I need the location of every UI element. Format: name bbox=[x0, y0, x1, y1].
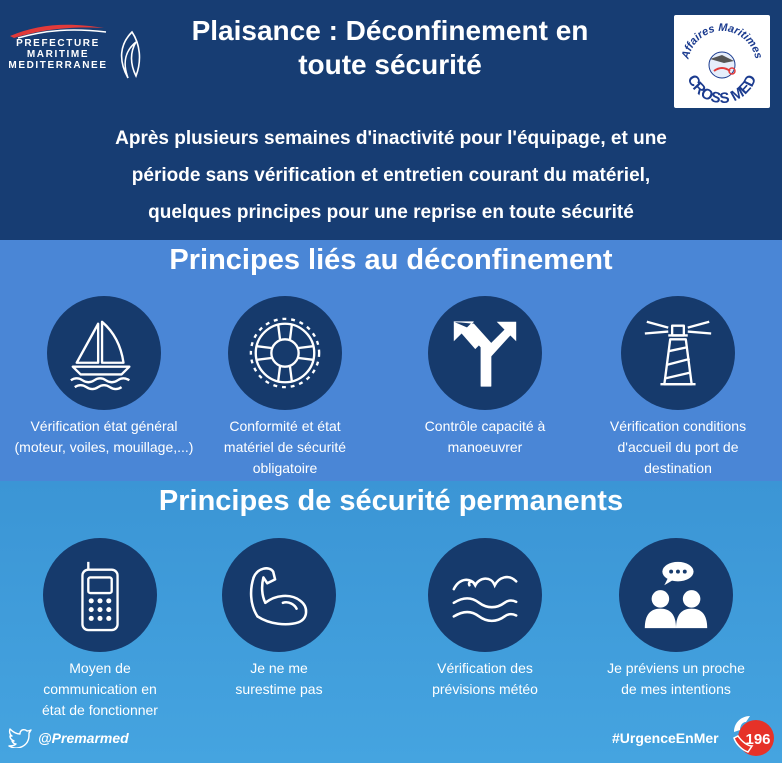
icon-circle bbox=[222, 538, 336, 652]
principle-item bbox=[578, 538, 774, 700]
waves-icon bbox=[446, 556, 524, 634]
hashtag-text: #UrgenceEnMer bbox=[612, 730, 719, 746]
twitter-credit[interactable] bbox=[8, 726, 129, 750]
principle-item bbox=[6, 296, 202, 458]
lighthouse-icon bbox=[639, 314, 717, 392]
icon-circle bbox=[43, 538, 157, 652]
deconfinement-section bbox=[0, 240, 782, 481]
icon-circle bbox=[47, 296, 161, 410]
permanent-safety-section bbox=[0, 481, 782, 763]
section-title: Principes de sécurité permanents bbox=[158, 485, 624, 517]
principle-label: Vérification état général (moteur, voiles, mouillage,...) bbox=[14, 418, 194, 455]
icon-circle bbox=[619, 538, 733, 652]
principle-item bbox=[580, 296, 776, 479]
twitter-handle[interactable]: @Premarmed bbox=[38, 730, 129, 746]
principle-item bbox=[2, 538, 198, 721]
icon-circle bbox=[428, 296, 542, 410]
people-talking-icon bbox=[637, 556, 715, 634]
section-title: Principes liés au déconfinement bbox=[169, 244, 613, 276]
mobile-phone-icon bbox=[61, 556, 139, 634]
principle-label: Je ne me surestime pas bbox=[235, 660, 323, 697]
principle-label: Vérification conditions d'accueil du port de destination bbox=[609, 418, 747, 476]
cross-med-logo bbox=[674, 15, 770, 108]
fork-arrow-icon bbox=[446, 314, 524, 392]
prefecture-logo-text: PREFECTURE MARITIME MEDITERRANEE bbox=[8, 38, 108, 71]
principle-item bbox=[187, 296, 383, 479]
principle-label: Contrôle capacité à manoeuvrer bbox=[424, 418, 546, 455]
emergency-196-badge bbox=[728, 712, 776, 760]
principle-label: Vérification des prévisions météo bbox=[432, 660, 538, 697]
svg-text:CROSS MED: CROSS MED bbox=[683, 72, 761, 108]
icon-circle bbox=[621, 296, 735, 410]
principle-item bbox=[181, 538, 377, 700]
header-panel bbox=[0, 0, 782, 240]
intro-text: Après plusieurs semaines d'inactivité pour l'équipage, et une période sans vérification et entretien courant du matériel, quelques principes pour une reprise en toute sécurité bbox=[115, 128, 667, 223]
icon-circle bbox=[428, 538, 542, 652]
principle-label: Conformité et état matériel de sécurité obligatoire bbox=[223, 418, 347, 476]
marianne-flame-icon bbox=[114, 30, 142, 80]
page-title: Plaisance : Déconfinement en toute sécurité bbox=[191, 15, 589, 80]
principle-label: Je préviens un proche de mes intentions bbox=[607, 660, 745, 697]
principle-label: Moyen de communication en état de fonctionner bbox=[42, 660, 158, 718]
emergency-number: 196 bbox=[745, 731, 771, 748]
svg-text:Affaires Maritimes: Affaires Maritimes bbox=[679, 21, 765, 61]
icon-circle bbox=[228, 296, 342, 410]
prefecture-logo bbox=[8, 22, 143, 84]
principle-item bbox=[387, 296, 583, 458]
twitter-bird-icon bbox=[8, 728, 32, 748]
flexed-arm-icon bbox=[240, 556, 318, 634]
sailboat-icon bbox=[65, 314, 143, 392]
lifebuoy-icon bbox=[246, 314, 324, 392]
principle-item bbox=[387, 538, 583, 700]
